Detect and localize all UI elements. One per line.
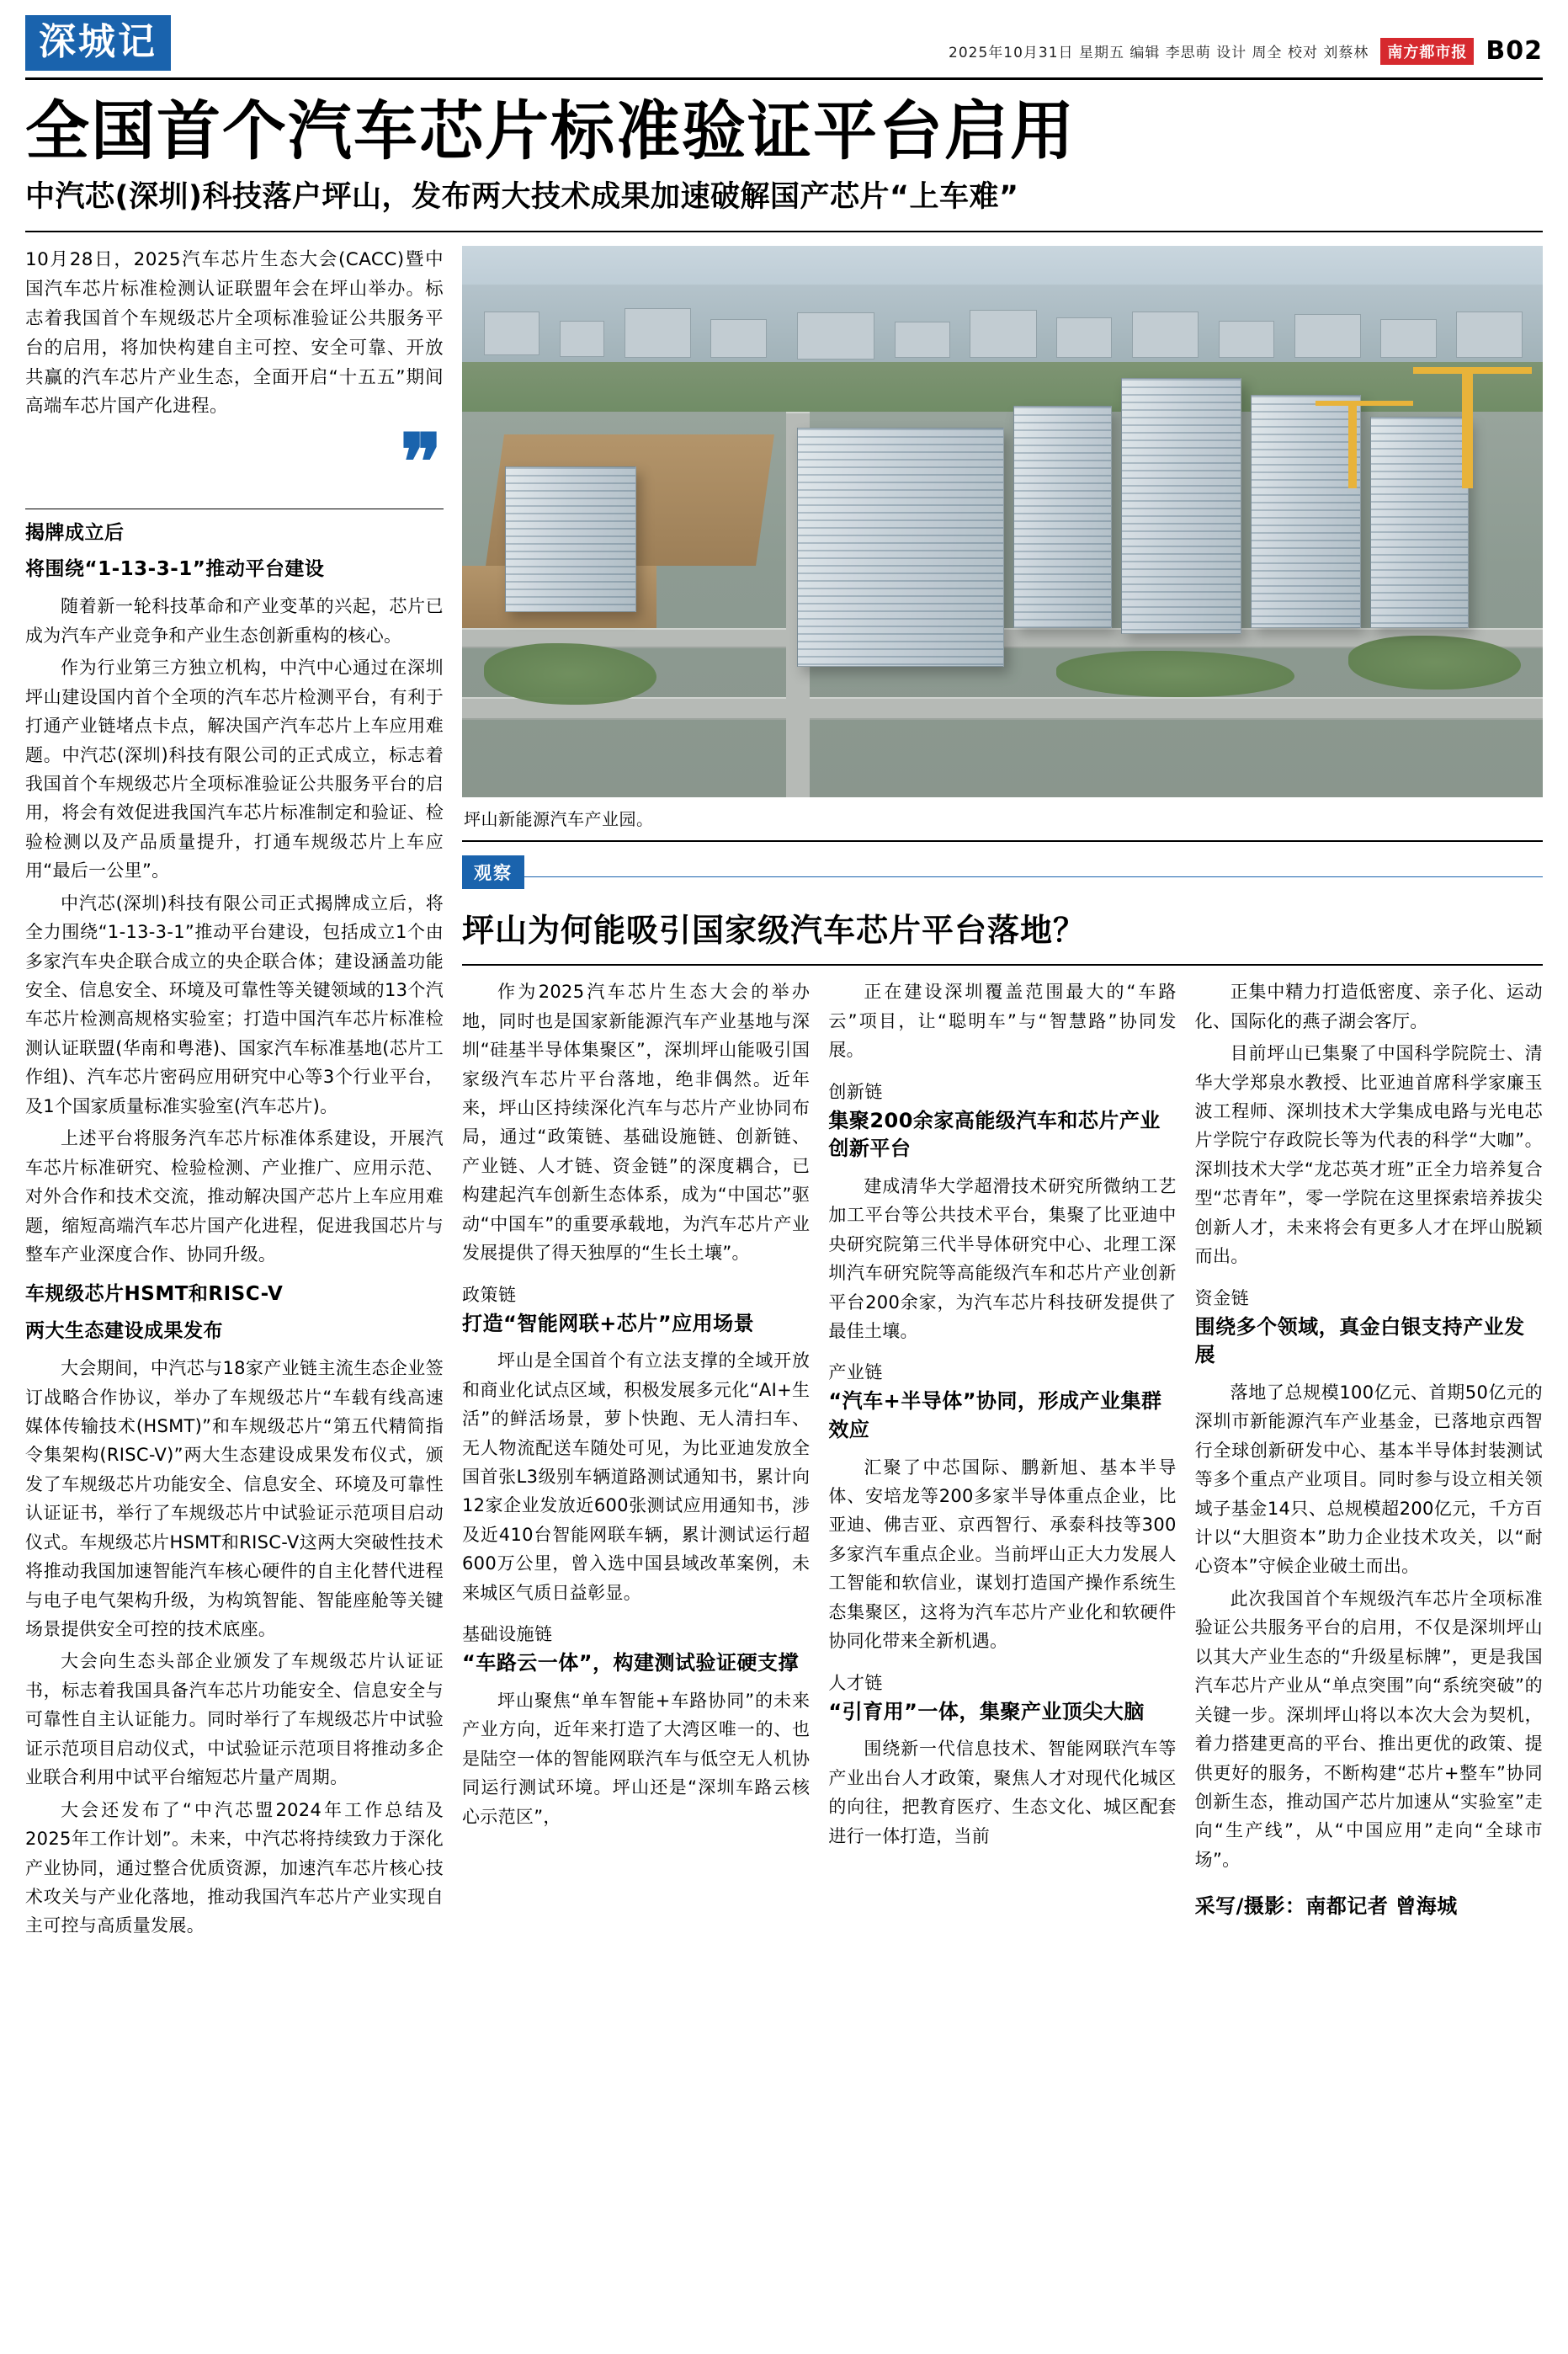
paragraph: 中汽芯(深圳)科技有限公司正式揭牌成立后，将全力围绕“1-13-3-1”推动平台建设，包括成立1个由多家汽车央企联合成立的央企联合体；建设涵盖功能安全、信息安全、环境及可靠性等关键领域的13个汽车芯片检测高规格实验室；打造中国汽车芯片标准检测认证联盟(华南和粤港)、国家汽车标准基地(芯片工作组)、汽车芯片密码应用研究中心等3个行业平台，及1个国家质量标准实验室(汽车芯片)。: [25, 892, 444, 1116]
construction-crane: [1462, 367, 1473, 488]
paragraph: 作为行业第三方独立机构，中汽中心通过在深圳坪山建设国内首个全项的汽车芯片检测平台，有利于打通产业链堵点卡点，解决国产汽车芯片上车应用难题。中汽芯(深圳)科技有限公司的正式成立，标志着我国首个车规级芯片全项标准验证公共服务平台的启用，将会有效促进我国汽车芯片标准制定和验证、检验检测以及产品质量提升，打通车规级芯片上车应用“最后一公里”。: [25, 658, 444, 881]
paragraph: 围绕新一代信息技术、智能网联汽车等产业出台人才政策，聚焦人才对现代化城区的向往，把教育医疗、生态文化、城区配套进行一体打造，当前: [828, 1739, 1177, 1846]
paragraph: 坪山聚焦“单车智能+车路协同”的未来产业方向，近年来打造了大湾区唯一的、也是陆空一体的智能网联汽车与低空无人机协同运行测试环境。坪山还是“深圳车路云核心示范区”，: [462, 1690, 811, 1827]
construction-crane: [1413, 367, 1532, 374]
divider: [524, 868, 1543, 877]
chain-title: 集聚200余家高能级汽车和芯片产业创新平台: [828, 1108, 1161, 1161]
chain-label: 人才链: [828, 1672, 883, 1693]
paper-brand-logo: 南方都市报: [1380, 38, 1474, 65]
paragraph: 目前坪山已集聚了中国科学院院士、清华大学郑泉水教授、比亚迪首席科学家廉玉波工程师、深圳技术大学集成电路与光电芯片学院宁存政院长等为代表的科学“大咖”。深圳技术大学“龙芯英才班”正全力培养复合型“芯青年”，零一学院在这里探索培养拔尖创新人才，未来将会有更多人才在坪山脱颖而出。: [1194, 1043, 1543, 1267]
paragraph: 此次我国首个车规级汽车芯片全项标准验证公共服务平台的启用，不仅是深圳坪山以其大产业生态的“升级星标牌”，更是我国汽车芯片产业从“单点突围”向“系统突破”的关键一步。深圳坪山将以本次大会为契机，着力搭建更高的平台、推出更优的政策、提供更好的服务，不断构建“芯片+整车”协同创新生态，推动国产芯片加速从“实验室”走向“生产线”，从“中国应用”走向“全球市场”。: [1194, 1588, 1543, 1870]
photo-building: [1013, 406, 1113, 628]
byline: 采写/摄影：南都记者 曾海城: [1194, 1894, 1458, 1919]
paragraph: 坪山是全国首个有立法支撑的全域开放和商业化试点区域，积极发展多元化“AI+生活”的鲜活场景，萝卜快跑、无人清扫车、无人物流配送车随处可见，为比亚迪发放全国首张L3级别车辆道路测试通知书，累计向12家企业发放近600张测试应用通知书，涉及近410台智能网联车辆，累计测试运行超600万公里，曾入选中国县域改革案例，未来城区气质日益彰显。: [462, 1350, 811, 1603]
observation-columns: [462, 977, 1543, 1919]
left-column: [25, 246, 444, 1944]
paragraph: 汇聚了中芯国际、鹏新旭、基本半导体、安培龙等200多家半导体重点企业，比亚迪、佛吉亚、京西智行、承泰科技等300多家汽车重点企业。当前坪山正大力发展人工智能和软信业，谋划打造国产操作系统生态集聚区，这将为汽车芯片产业化和软硬件协同化带来全新机遇。: [828, 1457, 1177, 1652]
chain-title: 围绕多个领域，真金白银支持产业发展: [1194, 1314, 1525, 1367]
photo-building: [1370, 417, 1470, 628]
chain-label: 基础设施链: [462, 1624, 553, 1645]
subtitle: 中汽芯(深圳)科技落户坪山，发布两大技术成果加速破解国产芯片“上车难”: [25, 179, 1543, 233]
photo-building: [505, 466, 636, 611]
masthead-left: [25, 15, 171, 71]
observation-title: 坪山为何能吸引国家级汽车芯片平台落地？: [462, 912, 1087, 950]
divider: [462, 964, 1543, 966]
construction-crane: [1348, 401, 1357, 489]
left-section2-title-line2: 两大生态建设成果发布: [25, 1319, 223, 1342]
paragraph: 上述平台将服务汽车芯片标准体系建设，开展汽车芯片标准研究、检验检测、产业推广、应用示范、对外合作和技术交流，推动解决国产芯片上车应用难题，缩短高端汽车芯片国产化进程，促进我国芯片与整车产业深度合作、协同升级。: [25, 1128, 444, 1265]
paragraph: 正集中精力打造低密度、亲子化、运动化、国际化的燕子湖会客厅。: [1194, 982, 1543, 1031]
masthead: [25, 15, 1543, 80]
right-column: [462, 246, 1543, 1944]
paragraph: 大会向生态头部企业颁发了车规级芯片认证证书，标志着我国具备汽车芯片功能安全、信息安全与可靠性自主认证能力。同时举行了车规级芯片中试验证示范项目启动仪式，中试验证示范项目将推动多企业联合利用中试平台缩短芯片量产周期。: [25, 1651, 444, 1788]
article-body: [25, 232, 1543, 1944]
quote-mark-icon: ❞: [400, 417, 439, 509]
photo-building: [1251, 395, 1360, 628]
lead-paragraph: 10月28日，2025汽车芯片生态大会(CACC)暨中国汽车芯片标准检测认证联盟年会在坪山举办。标志着我国首个车规级芯片全项标准验证公共服务平台的启用，将加快构建自主可控、安全可靠、开放共赢的汽车芯片产业生态，全面开启“十五五”期间高端车芯片国产化进程。: [25, 249, 444, 418]
paragraph: 大会期间，中汽芯与18家产业链主流生态企业签订战略合作协议，举办了车规级芯片“车载有线高速媒体传输技术(HSMT)”和车规级芯片“第五代精简指令集架构(RISC-V)”两大生态建设成果发布仪式，颁发了车规级芯片功能安全、信息安全、环境及可靠性认证证书，举行了车规级芯片中试验证示范项目启动仪式。车规级芯片HSMT和RISC-V这两大突破性技术将推动我国加速智能汽车核心硬件的自主化替代进程与电子电气架构升级，为构筑智能、智能座舱等关键场景提供安全可控的技术底座。: [25, 1358, 444, 1639]
chain-label: 产业链: [828, 1362, 883, 1383]
observation-column-2: [828, 977, 1176, 1919]
chain-title: 打造“智能网联+芯片”应用场景: [462, 1311, 755, 1335]
observation-tag-row: [462, 842, 1543, 889]
left-section2-title-line1: 车规级芯片HSMT和RISC-V: [25, 1283, 284, 1306]
masthead-right: [949, 36, 1543, 71]
left-section1-title-line1: 揭牌成立后: [25, 521, 125, 544]
left-section1-title-line2: 将围绕“1-13-3-1”推动平台建设: [25, 557, 325, 580]
observation-tag: 观察: [462, 855, 524, 889]
page-number: B02: [1486, 36, 1543, 66]
chain-title: “引育用”一体，集聚产业顶尖大脑: [828, 1699, 1145, 1723]
paragraph: 建成清华大学超滑技术研究所微纳工艺加工平台等公共技术平台，集聚了比亚迪中央研究院第三代半导体研究中心、北理工深圳汽车研究院等高能级汽车和芯片产业创新平台200余家，为汽车芯片科技研发提供了最佳土壤。: [828, 1175, 1177, 1341]
photo-building: [1121, 378, 1241, 633]
page-title: 全国首个汽车芯片标准验证平台启用: [25, 93, 1076, 168]
chain-label: 创新链: [828, 1081, 883, 1102]
chain-title: “汽车+半导体”协同，形成产业集群效应: [828, 1389, 1162, 1441]
aerial-photo-industrial-park: [462, 246, 1543, 797]
publication-meta: 2025年10月31日 星期五 编辑 李思萌 设计 周全 校对 刘蔡林: [949, 45, 1369, 61]
headline-block: [25, 80, 1543, 232]
observation-column-3: [1195, 977, 1543, 1919]
paragraph: 大会还发布了“中汽芯盟2024年工作总结及2025年工作计划”。未来，中汽芯将持续致力于深化产业协同，通过整合优质资源，加速汽车芯片核心技术攻关与产业化落地，推动我国汽车芯片产业实现自主可控与高质量发展。: [25, 1799, 444, 1936]
paragraph: 随着新一轮科技革命和产业变革的兴起，芯片已成为汽车产业竞争和产业生态创新重构的核心。: [25, 596, 444, 646]
chain-title: “车路云一体”，构建测试验证硬支撑: [462, 1651, 800, 1675]
construction-crane: [1316, 401, 1413, 407]
chain-label: 政策链: [462, 1284, 517, 1305]
photo-frame: [462, 246, 1543, 842]
chain-label: 资金链: [1194, 1287, 1250, 1308]
section-logo: 深城记: [25, 15, 171, 71]
photo-building: [797, 428, 1004, 667]
observation-column-1: [462, 977, 810, 1919]
paragraph: 落地了总规模100亿元、首期50亿元的深圳市新能源汽车产业基金，已落地京西智行全球创新研发中心、基本半导体封装测试等多个重点产业项目。同时参与设立相关领域子基金14只、总规模超200亿元，千方百计以“大胆资本”助力企业技术攻关，以“耐心资本”守候企业破土而出。: [1194, 1382, 1543, 1577]
paragraph: 作为2025汽车芯片生态大会的举办地，同时也是国家新能源汽车产业基地与深圳“硅基半导体集聚区”，深圳坪山能吸引国家级汽车芯片平台落地，绝非偶然。近年来，坪山区持续深化汽车与芯片产业协同布局，通过“政策链、基础设施链、创新链、产业链、人才链、资金链”的深度耦合，已构建起汽车创新生态体系，成为“中国芯”驱动“中国车”的重要承载地，为汽车芯片产业发展提供了得天独厚的“生长土壤”。: [462, 982, 811, 1264]
photo-caption: 坪山新能源汽车产业园。: [462, 797, 1543, 842]
paragraph: 正在建设深圳覆盖范围最大的“车路云”项目，让“聪明车”与“智慧路”协同发展。: [828, 982, 1177, 1061]
